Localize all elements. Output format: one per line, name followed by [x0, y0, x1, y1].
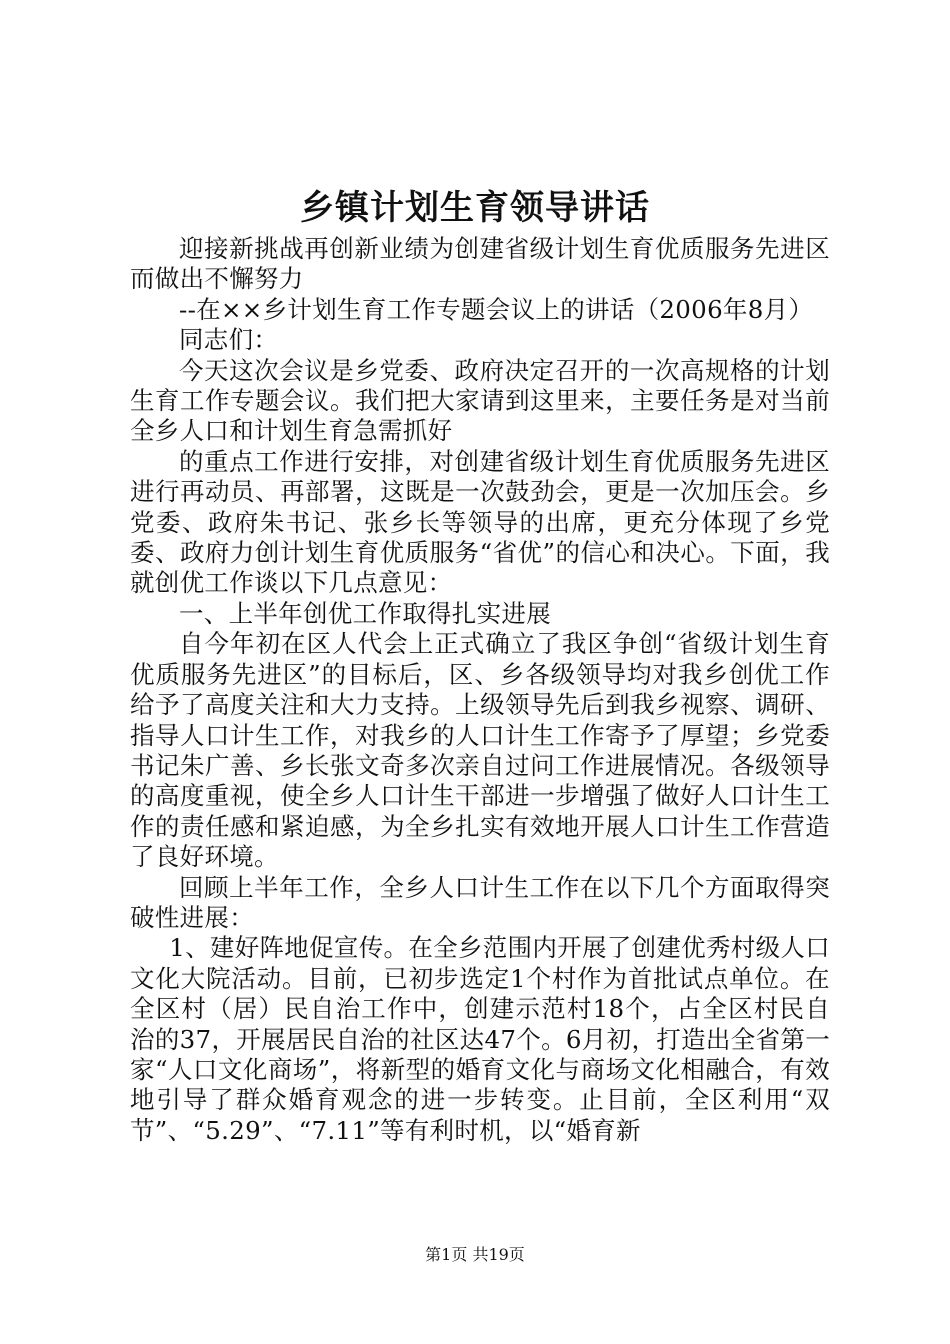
document-title: 乡镇计划生育领导讲话 — [300, 188, 650, 228]
page-footer: 第1页 共19页 — [425, 1245, 525, 1264]
section-heading: 一、上半年创优工作取得扎实进展 — [179, 598, 551, 628]
salutation-paragraph: 同志们： — [179, 325, 279, 355]
speech-occasion-paragraph: --在××乡计划生育工作专题会议上的讲话（2006年8月） — [179, 294, 814, 324]
body-paragraph: 的重点工作进行安排，对创建省级计划生育优质服务先进区进行再动员、再部署，这既是一次鼓劲会，更是一次加压会。乡党委、政府朱书记、张乡长等领导的出席，更充分体现了乡党委、政府力创计划生育优质服务“省优”的信心和决心。下面，我就创优工作谈以下几点意见： — [130, 446, 830, 598]
subtitle-paragraph: 迎接新挑战再创新业绩为创建省级计划生育优质服务先进区而做出不懈努力 — [130, 234, 830, 294]
body-paragraph: 1、建好阵地促宣传。在全乡范围内开展了创建优秀村级人口文化大院活动。目前，已初步选定1个村作为首批试点单位。在全区村（居）民自治工作中，创建示范村18个，占全区村民自治的37，开展居民自治的社区达47个。6月初，打造出全省第一家“人口文化商场”，将新型的婚育文化与商场文化相融合，有效地引导了群众婚育观念的进一步转变。止目前，全区利用“双节”、“5.29”、“7.11”等有利时机，以“婚育新 — [130, 933, 830, 1145]
document-body — [130, 234, 830, 1146]
body-paragraph: 今天这次会议是乡党委、政府决定召开的一次高规格的计划生育工作专题会议。我们把大家请到这里来，主要任务是对当前全乡人口和计划生育急需抓好 — [130, 355, 830, 446]
body-paragraph: 自今年初在区人代会上正式确立了我区争创“省级计划生育优质服务先进区”的目标后，区、乡各级领导均对我乡创优工作给予了高度关注和大力支持。上级领导先后到我乡视察、调研、指导人口计生工作，对我乡的人口计生工作寄予了厚望；乡党委书记朱广善、乡长张文奇多次亲自过问工作进展情况。各级领导的高度重视，使全乡人口计生干部进一步增强了做好人口计生工作的责任感和紧迫感，为全乡扎实有效地开展人口计生工作营造了良好环境。 — [130, 629, 830, 872]
body-paragraph: 回顾上半年工作，全乡人口计生工作在以下几个方面取得突破性进展： — [130, 872, 830, 932]
